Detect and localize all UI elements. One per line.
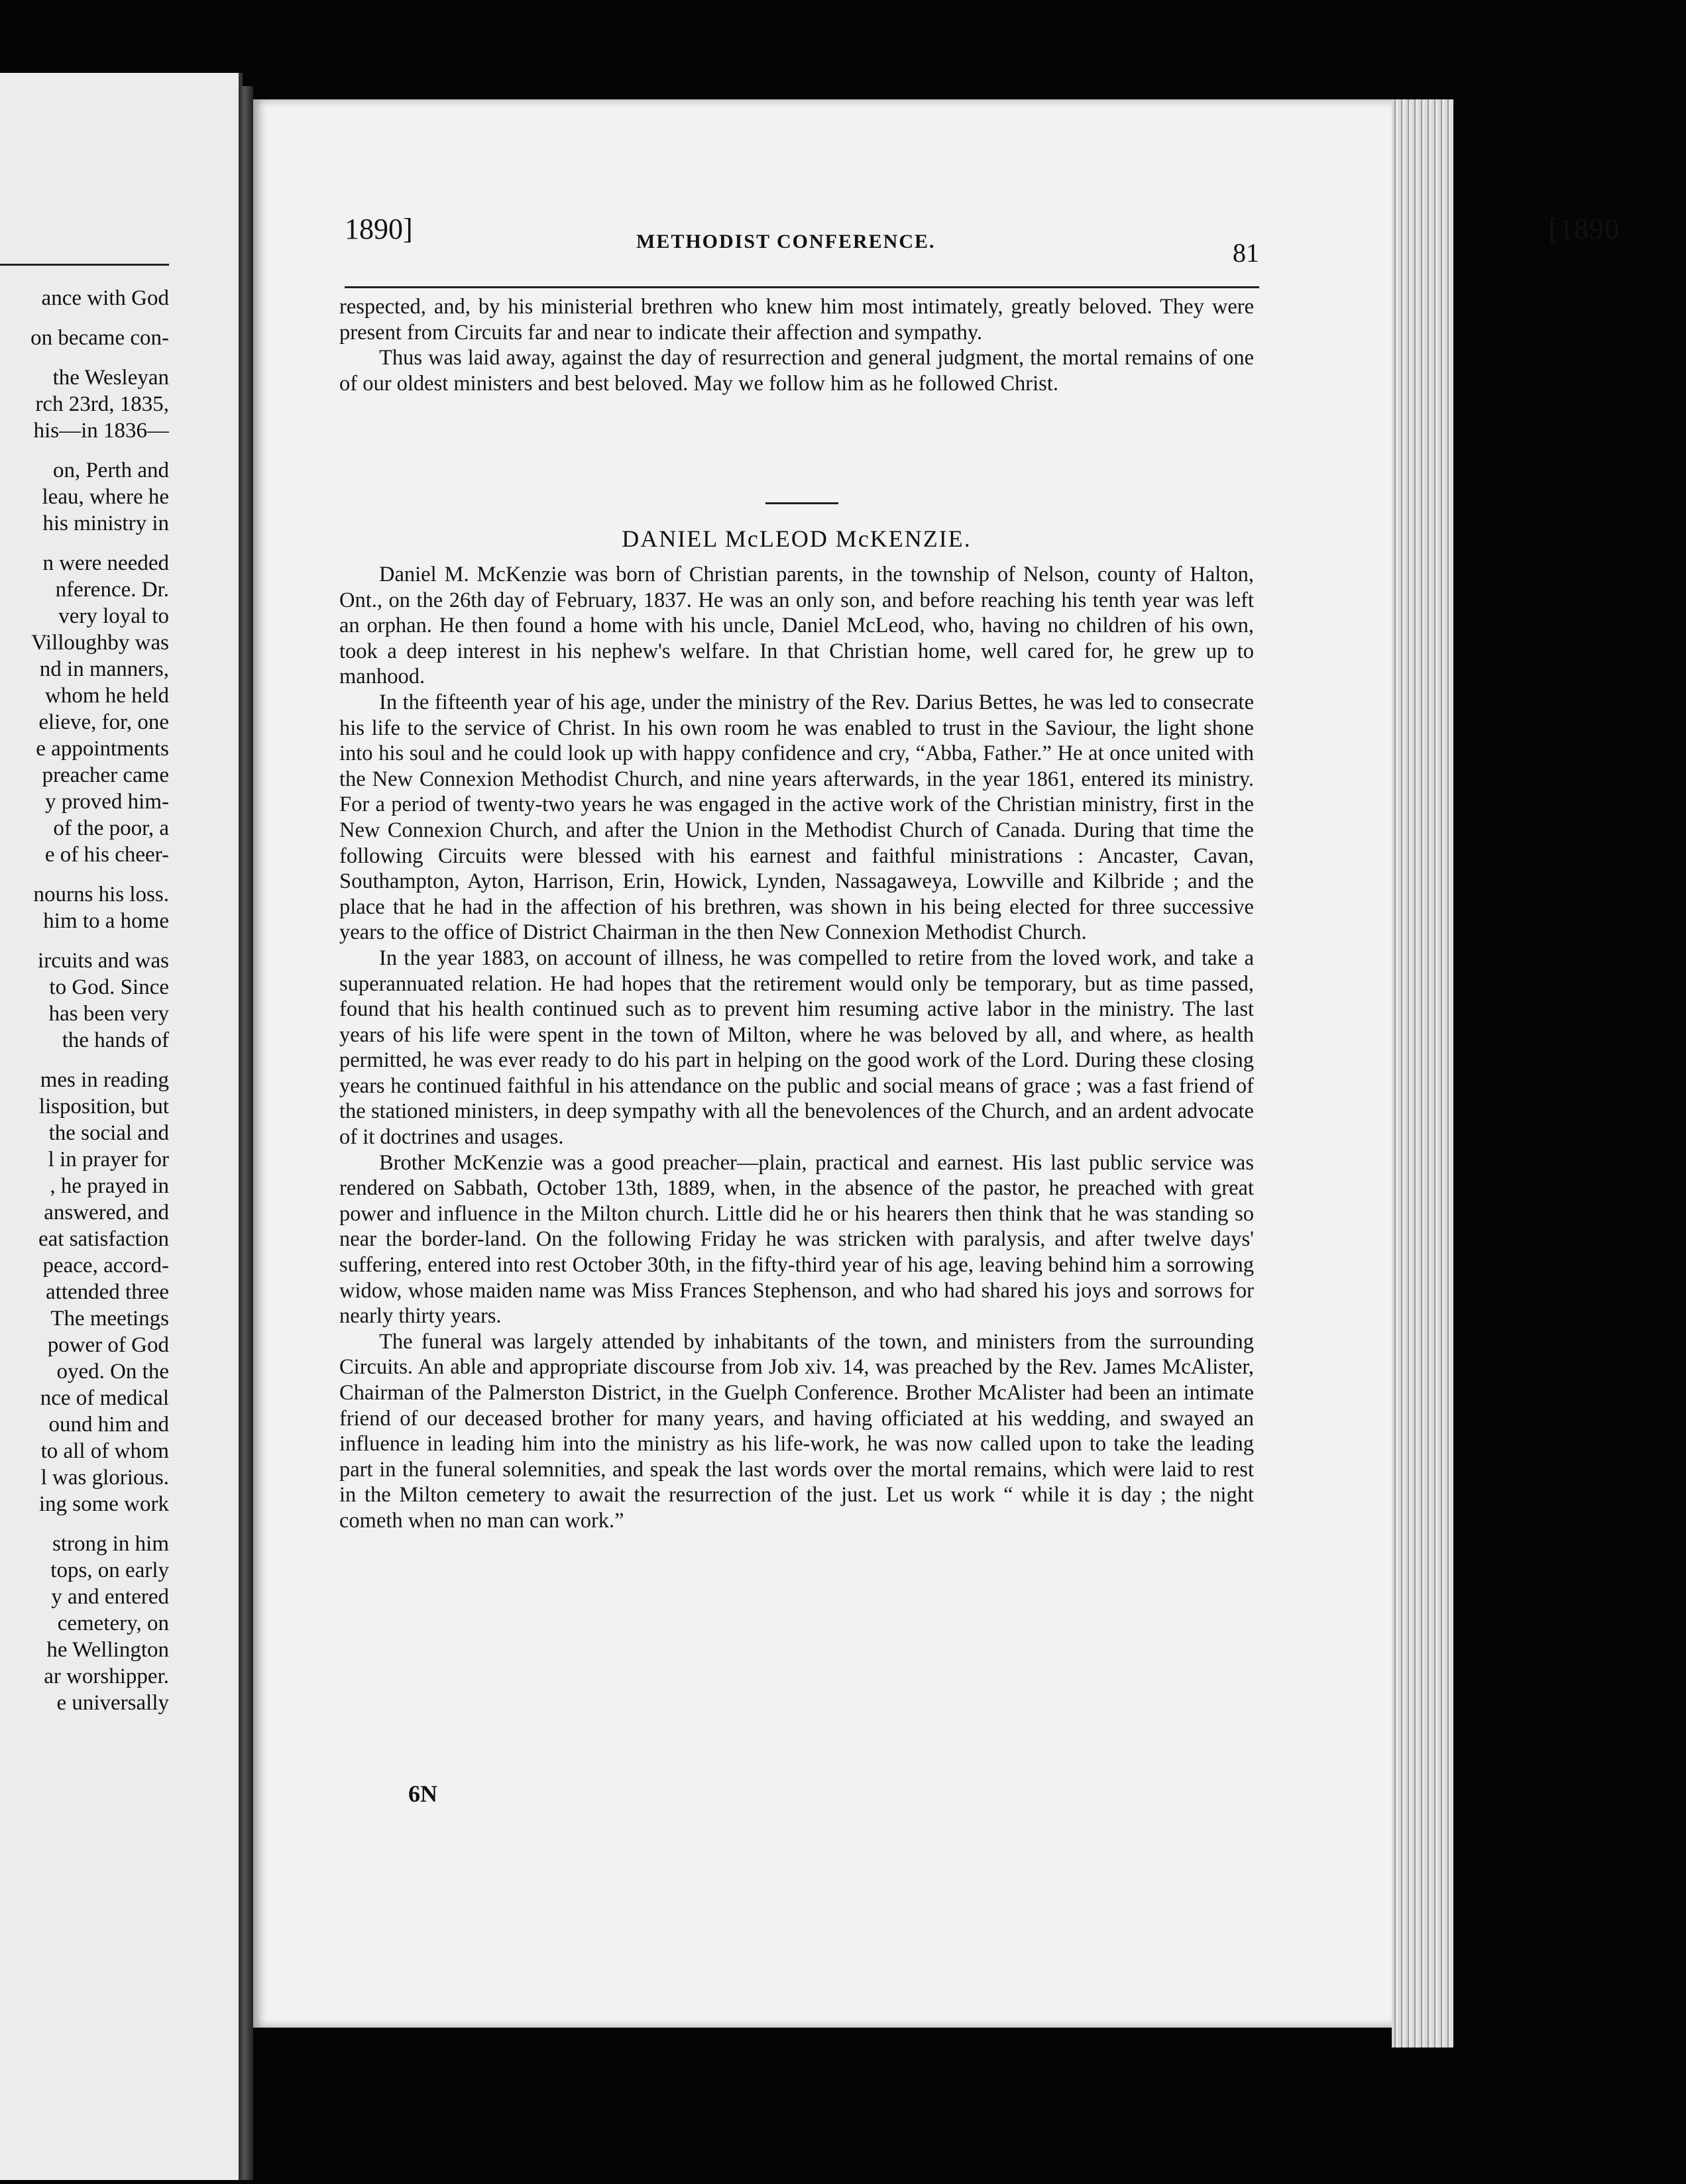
left-page-line: nference. Dr. [55,578,169,602]
header-rule [345,286,1259,288]
left-page-line: leau, where he [42,485,169,509]
left-page-line: his—in 1836— [33,419,169,443]
left-header-rule [0,264,169,266]
page-edges [1392,99,1453,2048]
left-page-line: on, Perth and [52,459,169,482]
left-page-line: very loyal to [58,604,169,628]
continued-text [339,294,1254,396]
left-page-line: l in prayer for [48,1148,169,1172]
obituary-title: DANIEL McLEOD McKENZIE. [622,525,972,552]
book-spine [239,86,253,2180]
page-number: 81 [1233,238,1259,268]
left-page-line: tops, on early [50,1558,169,1582]
left-page-line: nd in manners, [39,657,169,681]
running-head [345,212,1259,268]
left-page-line: Villoughby was [31,631,169,655]
left-page-line: n were needed [42,551,169,575]
left-page-header: [1890 [1548,213,1620,245]
left-page-line: l was glorious. [40,1466,169,1490]
left-page-line: he Wellington [46,1638,169,1662]
obituary-body [339,562,1254,1534]
left-page-line: The meetings [50,1307,169,1331]
left-page-line: e of his cheer- [44,843,169,867]
left-page-line: ircuits and was [38,949,169,973]
left-page-line: nce of medical [40,1386,169,1410]
left-page-line: to all of whom [40,1439,169,1463]
left-page-line [0,311,169,325]
left-page-line: power of God [47,1333,169,1357]
left-page-line: peace, accord- [42,1254,169,1278]
left-page-line: e appointments [36,737,169,761]
left-page-line: eat satisfaction [38,1227,169,1251]
left-page-line: the hands of [62,1028,169,1052]
paragraph: Thus was laid away, against the day of resurrection and general judgment, the mortal remains of one of our oldest ministers and best beloved. May we follow him as he followed Christ. [339,346,1254,396]
left-page-line: e universally [56,1691,169,1715]
left-page-line: ound him and [48,1413,169,1437]
left-page-line [0,1054,169,1067]
left-page-line: nourns his loss. [33,883,169,906]
paragraph: In the fifteenth year of his age, under the ministry of the Rev. Darius Bettes, he was led to consecrate his life to the service of Christ. In his own room he was enabled to trust in the Saviour, the light shone into his soul and he could look up with happy confidence and cry, “Abba, Father.” He at once united with the New Connexion Methodist Church, and nine years afterwards, in the year 1861, entered its ministry. For a period of twenty-two years he was engaged in the active work of the Christian ministry, first in the New Connexion Church, and after the Union in the Methodist Church of Canada. During that time the following Circuits were blessed with his earnest and faithful ministrations : Ancaster, Cavan, Southampton, Ayton, Harrison, Erin, Howick, Lynden, Nassagaweya, Lowville and Kilbride ; and the place that he had in the affection of his brethren, was shown in his being elected for three successive years to the office of District Chairman in the then New Connexion Methodist Church. [339,690,1254,945]
signature-mark: 6N [408,1780,437,1807]
left-page-line [0,351,169,364]
left-page-line: oyed. On the [56,1360,169,1384]
left-page-line [0,1517,169,1531]
paragraph: Brother McKenzie was a good preacher—plain, practical and earnest. His last public service was rendered on Sabbath, October 13th, 1889, when, in the absence of the pastor, he preached with great power and influence in the Milton church. Little did he or his hearers then think that he was standing so near the border-land. On the following Friday he was stricken with paralysis, and after twelve days' suffering, entered into rest October 30th, in the fifty-third year of his age, leaving behind him a sorrowing widow, whose maiden name was Miss Frances Stephenson, and who had shared his joys and sorrows for nearly thirty years. [339,1150,1254,1329]
left-page-line [0,444,169,457]
left-page-line: elieve, for, one [38,710,169,734]
left-page-line: , he prayed in [50,1174,169,1198]
left-page-line: mes in reading [40,1068,169,1092]
left-page-line: ar worshipper. [44,1665,169,1688]
left-page-line: answered, and [44,1201,169,1225]
paragraph: In the year 1883, on account of illness, he was compelled to retire from the loved work, and take a superannuated relation. He had hopes that the retirement would only be temporary, but as time passed, found that his health continued such as to prevent him resuming active labor in the ministry. The last years of his life were spent in the town of Milton, where he was beloved by all, and where, as health permitted, he was ever ready to do his part in helping on the good work of the Lord. During these closing years he continued faithful in his attendance on the public and social means of grace ; was a fast friend of the stationed ministers, in deep sympathy with all the benevolences of the Church, and an ardent advocate of it doctrines and usages. [339,946,1254,1150]
left-page-line [0,868,169,881]
paragraph: Daniel M. McKenzie was born of Christian parents, in the township of Nelson, county of Halton, Ont., on the 26th day of February, 1837. He was an only son, and before reaching his tenth year was left an orphan. He then found a home with his uncle, Daniel McLeod, who, having no children of his own, took a deep interest in his nephew's welfare. In that Christian home, well cared for, he grew up to manhood. [339,563,1254,689]
left-page-line: attended three [46,1280,169,1304]
left-page-line: on became con- [30,326,169,350]
left-page-line: rch 23rd, 1835, [35,392,169,416]
left-page-line: whom he held [45,684,169,708]
left-page-line: to God. Since [49,975,169,999]
paragraph: respected, and, by his ministerial brethren who knew him most intimately, greatly beloved. They were present from Circuits far and near to indicate their affection and sympathy. [339,295,1254,345]
left-page-text [0,285,169,1716]
left-page-line: lisposition, but [38,1095,169,1119]
header-year: 1890] [345,213,413,245]
left-page-line [0,934,169,948]
left-page-line: the social and [48,1121,169,1145]
left-page-line: of the poor, a [53,816,169,840]
left-page-line: ance with God [41,286,169,310]
left-page-line: the Wesleyan [52,366,169,390]
left-page-line: y and entered [51,1585,169,1609]
left-page-line: has been very [48,1002,169,1026]
left-page-line: cemetery, on [57,1611,169,1635]
left-page-line: ing some work [38,1492,169,1516]
left-page-line [0,537,169,550]
left-page-line: strong in him [52,1532,169,1556]
header-title: METHODIST CONFERENCE. [636,231,936,252]
left-page-line: him to a home [43,909,169,933]
left-page-line: y proved him- [45,790,169,814]
paragraph: The funeral was largely attended by inhabitants of the town, and ministers from the surrounding Circuits. An able and appropriate discourse from Job xiv. 14, was preached by the Rev. James McAlister, Chairman of the Palmerston District, in the Guelph Conference. Brother McAlister had been an intimate friend of our deceased brother for many years, and having officiated at his wedding, and swayed an influence in leading him into the ministry as his life-work, he was now called upon to take the leading part in the funeral solemnities, and speak the last words over the mortal remains, which were laid to rest in the Milton cemetery to await the resurrection of the just. Let us work “ while it is day ; the night cometh when no man can work.” [339,1329,1254,1533]
section-divider [765,502,838,504]
left-page-line: preacher came [42,763,169,787]
left-page-line: his ministry in [42,512,169,535]
